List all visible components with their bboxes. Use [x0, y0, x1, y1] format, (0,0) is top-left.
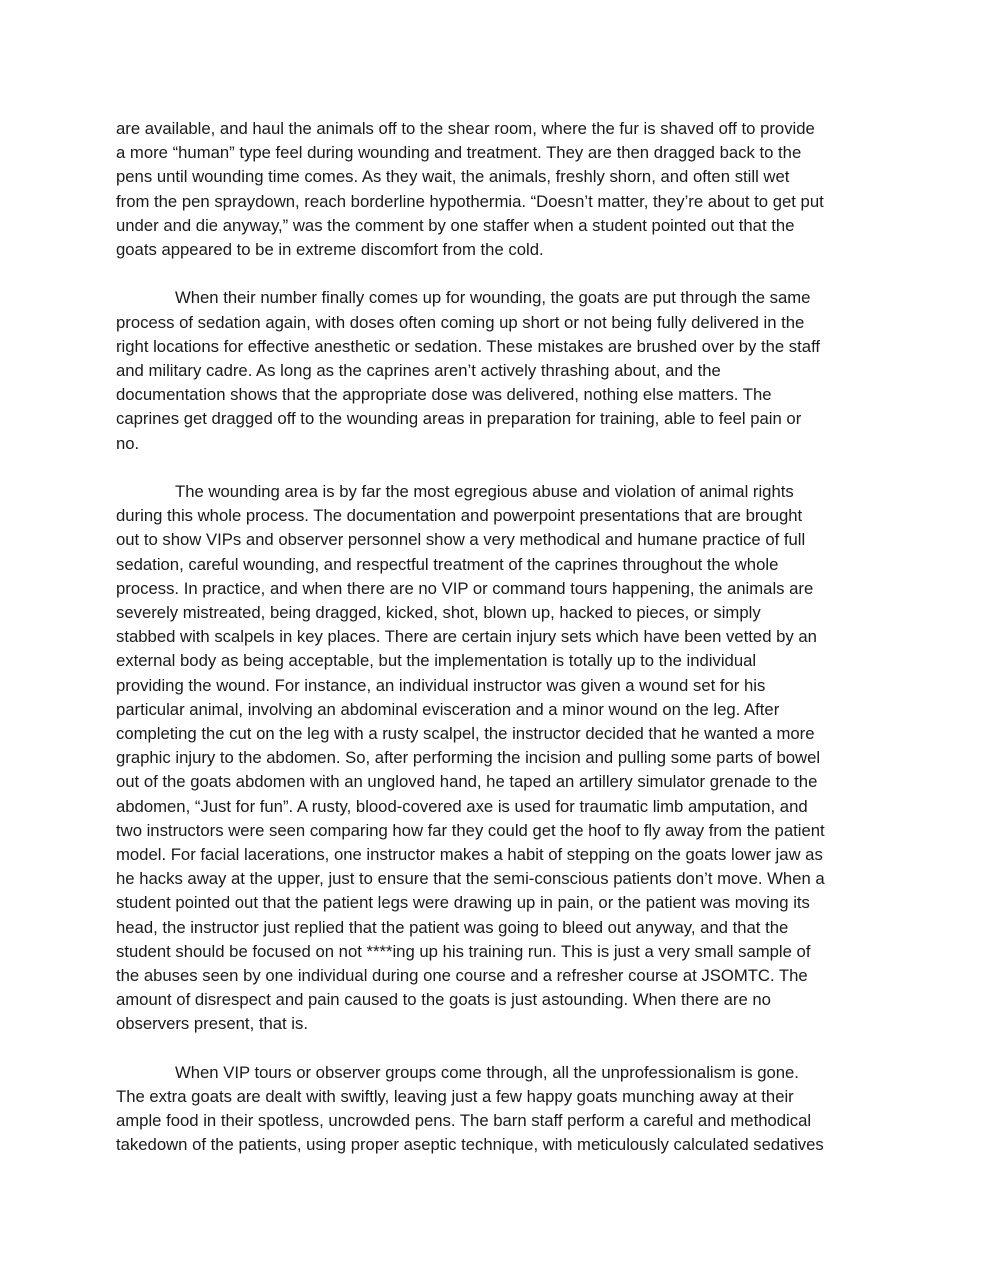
paragraph-vip-tours: When VIP tours or observer groups come through, all the unprofessionalism is gone. The extra goats are dealt with swiftly, leaving just a few happy goats munching away at their ample food in their spotless, uncrowded pens. The barn staff perform a careful and methodical takedown of the patients, using proper aseptic technique, with meticulously calculated sedatives — [116, 1062, 824, 1155]
paragraph-wounding-area: The wounding area is by far the most egregious abuse and violation of animal rights during this whole process. The documentation and powerpoint presentations that are brought out to show VIPs and observer personnel show a very methodical and humane practice of full sedation, careful wounding, and respectful treatment of the caprines throughout the whole process. In practice, and when there are no VIP or command tours happening, the animals are severely mistreated, being dragged, kicked, shot, blown up, hacked to pieces, or simply stabbed with scalpels in key places. There are certain injury sets which have been vetted by an external body as being acceptable, but the implementation is totally up to the individual providing the wound. For instance, an individual instructor was given a wound set for his particular animal, involving an abdominal evisceration and a minor wound on the leg. After completing the cut on the leg with a rusty scalpel, the instructor decided that he wanted a more graphic injury to the abdomen. So, after performing the incision and pulling some parts of bowel out of the goats abdomen with an ungloved hand, he taped an artillery simulator grenade to the abdomen, “Just for fun”. A rusty, blood-covered axe is used for traumatic limb amputation, and two instructors were seen comparing how far they could get the hoof to fly away from the patient model. For facial lacerations, one instructor makes a habit of stepping on the goats lower jaw as he hacks away at the upper, just to ensure that the semi-conscious patients don’t move. When a student pointed out that the patient legs were drawing up in pain, or the patient was moving its head, the instructor just replied that the patient was going to bleed out anyway, and that the student should be focused on not ****ing up his training run. This is just a very small sample of the abuses seen by one individual during one course and a refresher course at JSOMTC. The amount of disrespect and pain caused to the goats is just astounding. When there are no observers present, that is. — [116, 482, 825, 1034]
paragraph-sedation: When their number finally comes up for wounding, the goats are put through the same process of sedation again, with doses often coming up short or not being fully delivered in the right locations for effective anesthetic or sedation. These mistakes are brushed over by the staff and military cadre. As long as the caprines aren’t actively thrashing about, and the documentation shows that the appropriate dose was delivered, nothing else matters. The caprines get dragged off to the wounding areas in preparation for training, able to feel pain or no. — [116, 288, 821, 453]
document-body — [116, 117, 876, 1182]
paragraph-continuation: are available, and haul the animals off to the shear room, where the fur is shaved off to provide a more “human” type feel during wounding and treatment. They are then dragged back to the pens until wounding time comes. As they wait, the animals, freshly shorn, and often still wet from the pen spraydown, reach borderline hypothermia. “Doesn’t matter, they’re about to get put under and die anyway,” was the comment by one staffer when a student pointed out that the goats appeared to be in extreme discomfort from the cold. — [116, 119, 824, 260]
